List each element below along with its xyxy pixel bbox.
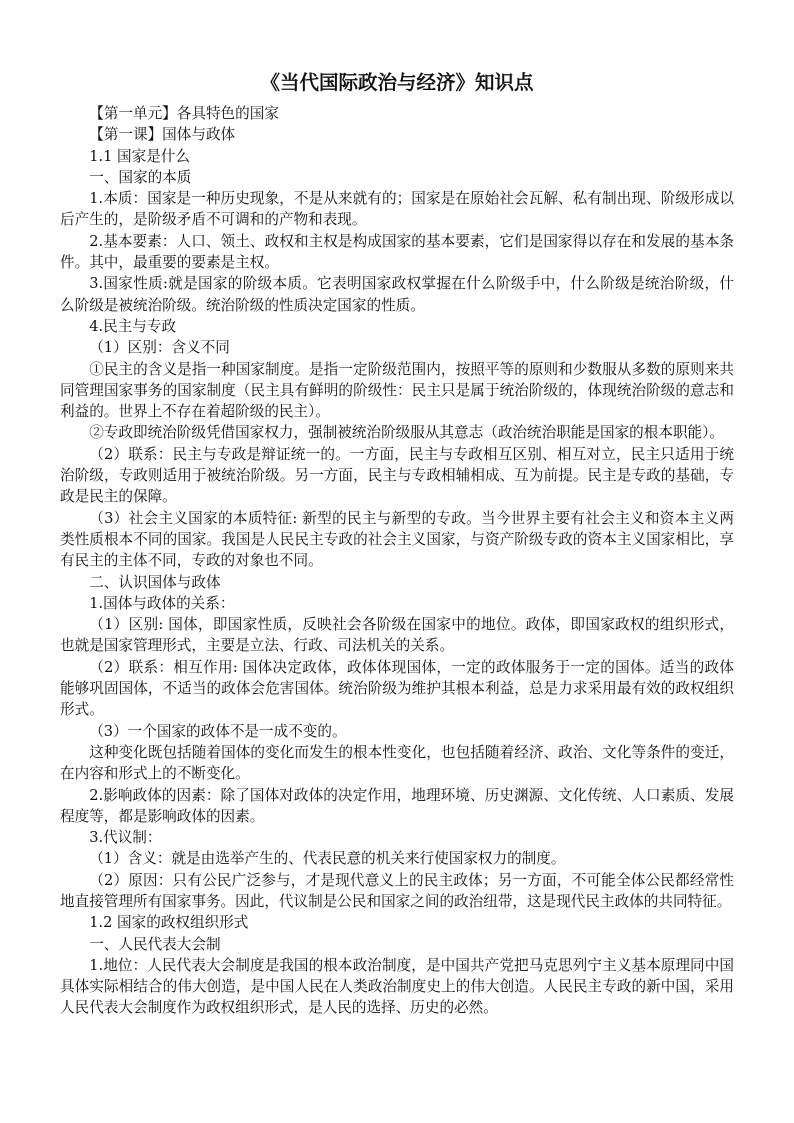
paragraph: 2.影响政体的因素：除了国体对政体的决定作用，地理环境、历史渊源、文化传统、人口素质、发展程度等，都是影响政体的因素。: [60, 786, 734, 825]
paragraph: 1.本质：国家是一种历史现象，不是从来就有的；国家是在原始社会瓦解、私有制出现、阶级形成以后产生的，是阶级矛盾不可调和的产物和表现。: [60, 190, 734, 229]
paragraph: 2.基本要素：人口、领土、政权和主权是构成国家的基本要素，它们是国家得以存在和发展的基本条件。其中，最重要的要素是主权。: [60, 232, 734, 272]
paragraph: 【第一课】国体与政体: [89, 126, 236, 144]
paragraph: ②专政即统治阶级凭借国家权力，强制被统治阶级服从其意志（政治统治职能是国家的根本职能）。: [89, 424, 725, 442]
paragraph: ①民主的含义是指一种国家制度。是指一定阶级范围内，按照平等的原则和少数服从多数的原则来共同管理国家事务的国家制度（民主具有鲜明的阶级性：民主只是属于统治阶级的，体现统治阶级的意志和利益的。世界上不存在着超阶级的民主）。: [60, 360, 734, 421]
document-title: 《当代国际政治与经济》知识点: [260, 71, 534, 94]
paragraph: （2）联系：民主与专政是辩证统一的。一方面，民主与专政相互区别、相互对立，民主只适用于统治阶级，专政则适用于被统治阶级。另一方面，民主与专政相辅相成、互为前提。民主是专政的基础，专政是民主的保障。: [60, 445, 734, 506]
paragraph: （1）区别：含义不同: [89, 339, 230, 357]
paragraph: 二、认识国体与政体: [89, 573, 221, 591]
paragraph: 一、国家的本质: [89, 168, 192, 186]
paragraph: （1）区别: 国体，即国家性质，反映社会各阶级在国家中的地位。政体，即国家政权的组织形式，也就是国家管理形式，主要是立法、行政、司法机关的关系。: [60, 616, 734, 655]
paragraph: 1.1 国家是什么: [89, 147, 191, 165]
paragraph: 1.地位：人民代表大会制度是我国的根本政治制度，是中国共产党把马克思列宁主义基本原理同中国具体实际相结合的伟大创造，是中国人民在人类政治制度史上的伟大创造。人民民主专政的新中国，采用人民代表大会制度作为政权组织形式，是人民的选择、历史的必然。: [60, 956, 734, 1017]
paragraph: 一、人民代表大会制: [89, 935, 221, 953]
paragraph: 【第一单元】各具特色的国家: [89, 105, 279, 122]
paragraph: 3.国家性质:就是国家的阶级本质。它表明国家政权掌握在什么阶级手中，什么阶级是统治阶级，什么阶级是被统治阶级。统治阶级的性质决定国家的性质。: [60, 275, 734, 314]
paragraph: 1.2 国家的政权组织形式: [89, 914, 249, 932]
document-body: [60, 103, 734, 1019]
paragraph: 3.代议制：: [89, 829, 162, 847]
paragraph: （3）社会主义国家的本质特征: 新型的民主与新型的专政。当今世界主要有社会主义和资本主义两类性质根本不同的国家。我国是人民民主专政的社会主义国家，与资产阶级专政的资本主义国家相比，享有民主的主体不同，专政的对象也不同。: [60, 509, 734, 570]
paragraph: 这种变化既包括随着国体的变化而发生的根本性变化，也包括随着经济、政治、文化等条件的变迁，在内容和形式上的不断变化。: [60, 743, 734, 783]
paragraph: （2）原因：只有公民广泛参与，才是现代意义上的民主政体；另一方面，不可能全体公民都经常性地直接管理所有国家事务。因此，代议制是公民和国家之间的政治纽带，这是现代民主政体的共同特征。: [60, 871, 734, 910]
document-page: [60, 70, 734, 1019]
paragraph: （1）含义：就是由选举产生的、代表民意的机关来行使国家权力的制度。: [89, 850, 566, 868]
paragraph: （3）一个国家的政体不是一成不变的。: [89, 722, 347, 740]
paragraph: 4.民主与专政: [89, 317, 177, 335]
paragraph: （2）联系：相互作用: 国体决定政体，政体体现国体，一定的政体服务于一定的国体。适当的政体能够巩固国体，不适当的政体会危害国体。统治阶级为维护其根本利益，总是力求采用最有效的政权组织形式。: [60, 658, 734, 719]
paragraph: 1.国体与政体的关系：: [89, 594, 235, 612]
